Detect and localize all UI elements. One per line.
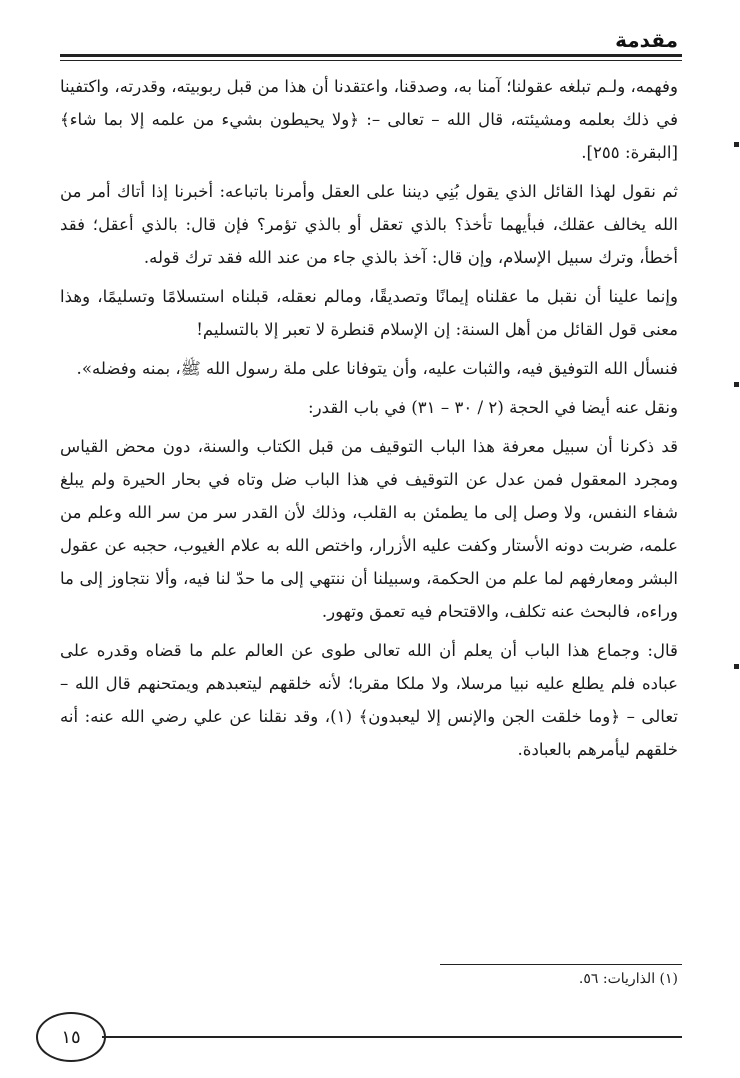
margin-mark <box>734 382 739 387</box>
footnote-rule <box>440 964 682 965</box>
paragraph: فنسأل الله التوفيق فيه، والثبات عليه، وأن يتوفانا على ملة رسول الله ﷺ، بمنه وفضله». <box>76 359 678 378</box>
header-rule-thin <box>60 60 682 61</box>
footer-rule <box>102 1036 682 1038</box>
margin-mark <box>734 142 739 147</box>
paragraph: قال: وجماع هذا الباب أن يعلم أن الله تعالى طوى عن العالم علم ما قضاه وقدره على عباده فلم يطلع عليه نبيا مرسلا، ولا ملكا مقربا؛ لأنه خلقهم ليتعبدهم ويمتحنهم قال الله – تعالى – ﴿وما خلقت الجن والإنس إلا ليعبدون﴾ (١)، وقد نقلنا عن علي رضي الله عنه: أنه خلقهم ليأمرهم بالعبادة. <box>60 641 678 759</box>
paragraph: وفهمه، ولـم تبلغه عقولنا؛ آمنا به، وصدقنا، واعتقدنا أن هذا من قبل ربوبيته، وقدرته، واكتفينا في ذلك بعلمه ومشيئته، قال الله – تعالى –: ﴿ولا يحيطون بشيء من علمه إلا بما شاء﴾ [البقرة: ٢٥٥]. <box>60 77 678 162</box>
paragraph: وإنما علينا أن نقبل ما عقلناه إيمانًا وتصديقًا، ومالم نعقله، قبلناه استسلامًا وتسليمًا، وهذا معنى قول القائل من أهل السنة: إن الإسلام قنطرة لا تعبر إلا بالتسليم! <box>60 287 678 339</box>
page-number <box>36 1012 106 1062</box>
paragraph: ونقل عنه أيضا في الحجة (٢ / ٣٠ – ٣١) في باب القدر: <box>308 398 678 417</box>
header-rule-thick <box>60 54 682 57</box>
page-number-text: ١٥ <box>61 1026 81 1048</box>
footnote: (١) الذاريات: ٥٦. <box>578 971 678 987</box>
page-title: مقدمة <box>615 28 678 52</box>
paragraph: ثم نقول لهذا القائل الذي يقول بُنِي ديننا على العقل وأمرنا باتباعه: أخبرنا إذا أتاك أمر من الله يخالف عقلك، فبأيهما تأخذ؟ بالذي تعقل أو بالذي تؤمر؟ فإن قال: بالذي أعقل؛ فقد أخطأ، وترك سبيل الإسلام، وإن قال: آخذ بالذي جاء من عند الله فقد ترك قوله. <box>60 182 678 267</box>
margin-mark <box>734 664 739 669</box>
body-text <box>60 70 678 772</box>
paragraph: قد ذكرنا أن سبيل معرفة هذا الباب التوقيف من قبل الكتاب والسنة، دون محض القياس ومجرد المعقول فمن عدل عن التوقيف في هذا الباب ضل وتاه في بحار الحيرة ولم يبلغ شفاء النفس، ولا وصل إلى ما يطمئن به القلب، وذلك لأن القدر سر من سر الله وعلم من علمه، ضربت دونه الأستار وكفت عليه الأزرار، واختص الله به علام الغيوب، حجبه عن عقول البشر ومعارفهم لما علم من الحكمة، وسبيلنا أن ننتهي إلى ما حدّ لنا فيه، وألا نتجاوز إلى ما وراءه، فالبحث عنه تكلف، والاقتحام فيه تعمق وتهور. <box>60 437 678 621</box>
